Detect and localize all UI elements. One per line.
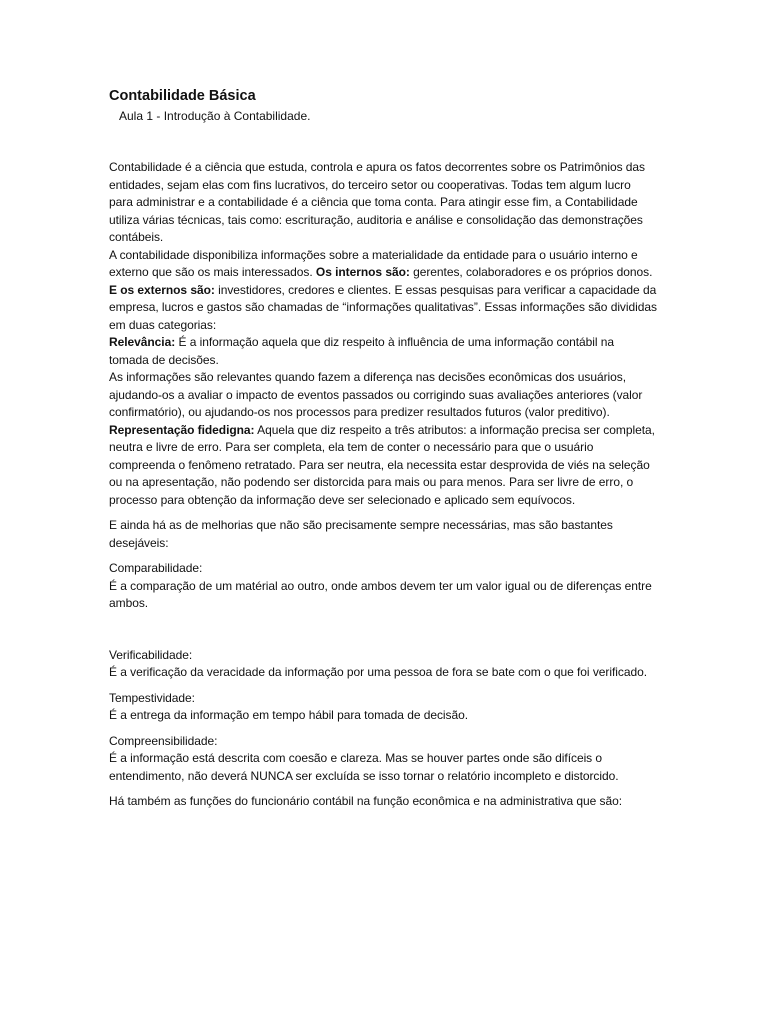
comparabilidade-label: Comparabilidade: — [109, 561, 203, 575]
relevancia-label: Relevância: — [109, 335, 176, 349]
paragraph-melhorias: E ainda há as de melhorias que não são precisamente sempre necessárias, mas são bastantes desejáveis: — [109, 518, 613, 550]
verificabilidade-label: Verificabilidade: — [109, 647, 193, 662]
document-page — [109, 86, 657, 811]
external-users-label: E os externos são: — [109, 282, 215, 297]
relevancia-text: É a informação aquela que diz respeito à influência de uma informação contábil na tomada de decisões. — [109, 335, 615, 367]
representacao-text: Aquela que diz respeito a três atributos: a informação precisa ser completa, neutra e livre de erro. Para ser completa, ela tem de conter o necessário para que o usuário compreenda o fenômeno retratado. Para ser neutra, ela necessita estar desprovida de viés na seleção ou na apresentação, não podendo ser distorcida para mais ou para menos. Para ser livre de erro, o processo para obtenção da informação deve ser selecionado e aplicado sem equívocos. — [109, 422, 655, 507]
section-tempestividade — [109, 690, 657, 725]
comparabilidade-text: É a comparação de um matérial ao outro, onde ambos devem ter um valor igual ou de diferenças entre ambos. — [109, 578, 652, 610]
external-users-text: investidores, credores e clientes. E essas pesquisas para verificar a capacidade da empresa, lucros e gastos são chamadas de “informações qualitativas”. Essas informações são divididas em duas categorias: — [109, 282, 657, 332]
tempestividade-text: É a entrega da informação em tempo hábil para tomada de decisão. — [109, 708, 469, 722]
section-compreensibilidade — [109, 733, 657, 786]
compreensibilidade-text: É a informação está descrita com coesão e clareza. Mas se houver partes onde são difíceis o entendimento, não deverá NUNCA ser excluída se isso tornar o relatório incompleto e distorcido. — [109, 751, 619, 783]
section-comparabilidade — [109, 560, 657, 613]
document-body — [109, 159, 657, 811]
paragraph-intro: Contabilidade é a ciência que estuda, controla e apura os fatos decorrentes sobre os Patrimônios das entidades, sejam elas com fins lucrativos, do terceiro setor ou cooperativas. Todas tem algum lucro para administrar e a contabilidade é a ciência que toma conta. Para atingir esse fim, a Contabilidade utiliza várias técnicas, tais como: escrituração, auditoria e análise e consolidação das demonstrações contábeis. — [109, 160, 645, 244]
users-text: A contabilidade disponibiliza informações sobre a materialidade da entidade para o usuário interno e externo que são os mais interessados. — [109, 247, 638, 279]
compreensibilidade-label: Compreensibilidade: — [109, 733, 218, 748]
verificabilidade-text: É a verificação da veracidade da informação por uma pessoa de fora se bate com o que foi verificado. — [109, 665, 647, 679]
paragraph-relevancia — [109, 334, 657, 369]
tempestividade-label: Tempestividade: — [109, 690, 195, 705]
paragraph-users — [109, 247, 657, 335]
paragraph-representacao — [109, 422, 657, 510]
internal-users-text: gerentes, colaboradores e os próprios donos. — [413, 265, 653, 279]
paragraph-funcoes: Há também as funções do funcionário contábil na função econômica e na administrativa que são: — [109, 794, 622, 808]
document-subtitle: Aula 1 - Introdução à Contabilidade. — [119, 109, 311, 123]
internal-users-label: Os internos são: — [315, 265, 410, 279]
representacao-label: Representação fidedigna: — [109, 422, 255, 437]
section-verificabilidade — [109, 647, 657, 682]
document-title: Contabilidade Básica — [109, 88, 256, 104]
paragraph-relevance-detail: As informações são relevantes quando fazem a diferença nas decisões econômicas dos usuários, ajudando-os a avaliar o impacto de eventos passados ou corrigindo suas avaliações anteriores (valor confirmatório), ou ajudando-os nos processos para predizer resultados futuros (valor preditivo). — [109, 370, 643, 419]
